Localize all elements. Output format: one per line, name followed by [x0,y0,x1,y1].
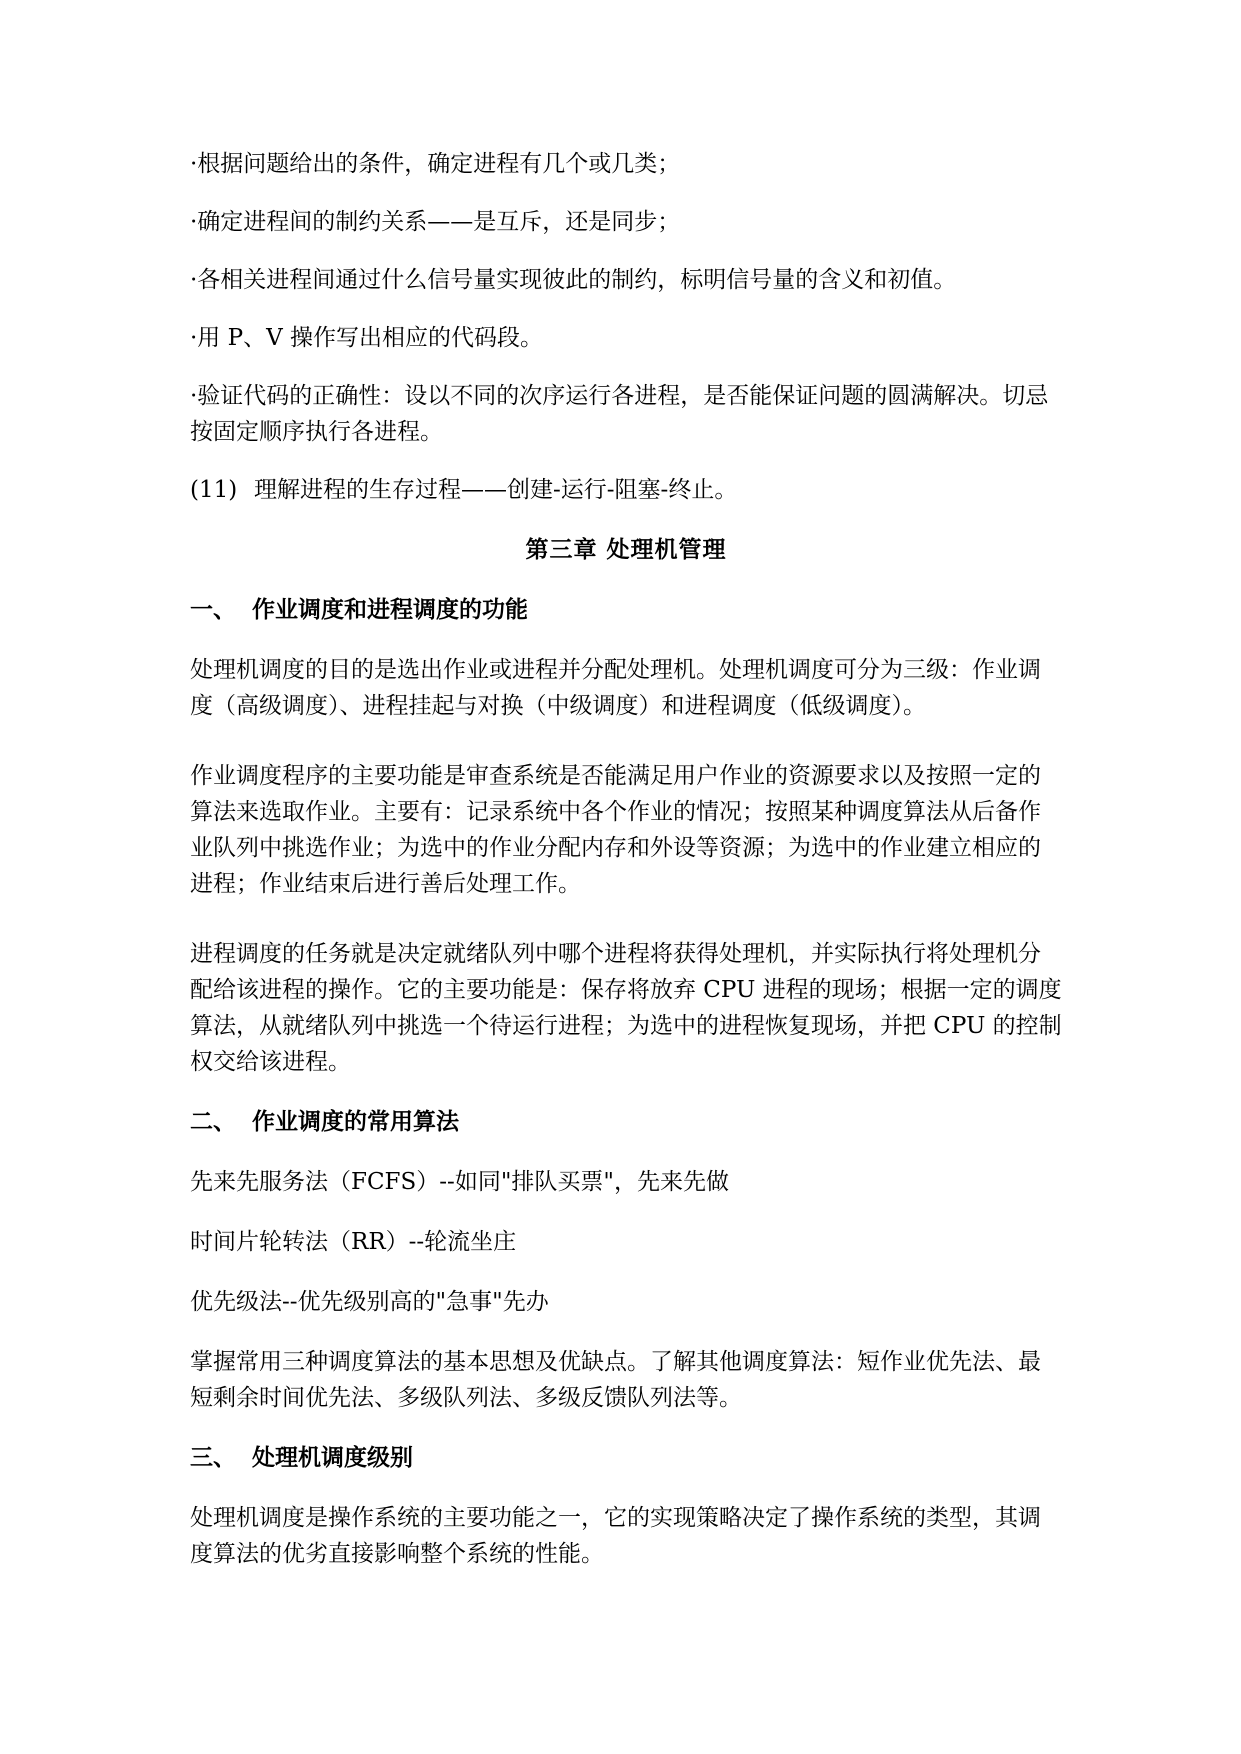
paragraph-process-scheduling: 进程调度的任务就是决定就绪队列中哪个进程将获得处理机，并实际执行将处理机分配给该进程的操作。它的主要功能是：保存将放弃 CPU 进程的现场；根据一定的调度算法，从就绪队列中挑选一个待运行进程；为选中的进程恢复现场，并把 CPU 的控制权交给该进程。 [190,941,1062,1075]
numbered-item-11 [190,472,1062,508]
section-heading-2 [190,1104,1062,1140]
section-title: 作业调度和进程调度的功能 [252,597,528,623]
paragraph-job-scheduling: 作业调度程序的主要功能是审查系统是否能满足用户作业的资源要求以及按照一定的算法来选取作业。主要有：记录系统中各个作业的情况；按照某种调度算法从后备作业队列中挑选作业；为选中的作业分配内存和外设等资源；为选中的作业建立相应的进程；作业结束后进行善后处理工作。 [190,763,1041,897]
section-number: 三、 [190,1445,236,1471]
bullet-3: ·各相关进程间通过什么信号量实现彼此的制约，标明信号量的含义和初值。 [190,267,957,293]
section-title: 作业调度的常用算法 [252,1109,459,1135]
chapter-title: 第三章 处理机管理 [525,537,727,563]
paragraph-scheduling-purpose: 处理机调度的目的是选出作业或进程并分配处理机。处理机调度可分为三级：作业调度（高级调度）、进程挂起与对换（中级调度）和进程调度（低级调度）。 [190,657,1041,719]
bullet-1: ·根据问题给出的条件，确定进程有几个或几类； [190,151,681,177]
section-number: 一、 [190,597,236,623]
item-number: (11) [190,477,238,503]
document-page [190,146,1072,1572]
section-number: 二、 [190,1109,236,1135]
algorithm-rr: 时间片轮转法（RR）--轮流坐庄 [190,1229,517,1255]
bullet-2: ·确定进程间的制约关系——是互斥，还是同步； [190,209,681,235]
bullet-5: ·验证代码的正确性：设以不同的次序运行各进程，是否能保证问题的圆满解决。切忌 按固定顺序执行各进程。 [190,383,1072,445]
bullet-4: ·用 P、V 操作写出相应的代码段。 [190,325,544,351]
algorithm-priority: 优先级法--优先级别高的"急事"先办 [190,1289,549,1315]
section-heading-3 [190,1440,1062,1476]
paragraph-scheduling-levels: 处理机调度是操作系统的主要功能之一，它的实现策略决定了操作系统的类型，其调度算法的优劣直接影响整个系统的性能。 [190,1505,1041,1567]
section-title: 处理机调度级别 [252,1445,413,1471]
section-heading-1 [190,592,1062,628]
algorithm-fcfs: 先来先服务法（FCFS）--如同"排队买票"，先来先做 [190,1169,729,1195]
paragraph-algorithms-summary: 掌握常用三种调度算法的基本思想及优缺点。了解其他调度算法：短作业优先法、最短剩余时间优先法、多级队列法、多级反馈队列法等。 [190,1349,1041,1411]
item-text: 理解进程的生存过程——创建-运行-阻塞-终止。 [254,477,738,503]
